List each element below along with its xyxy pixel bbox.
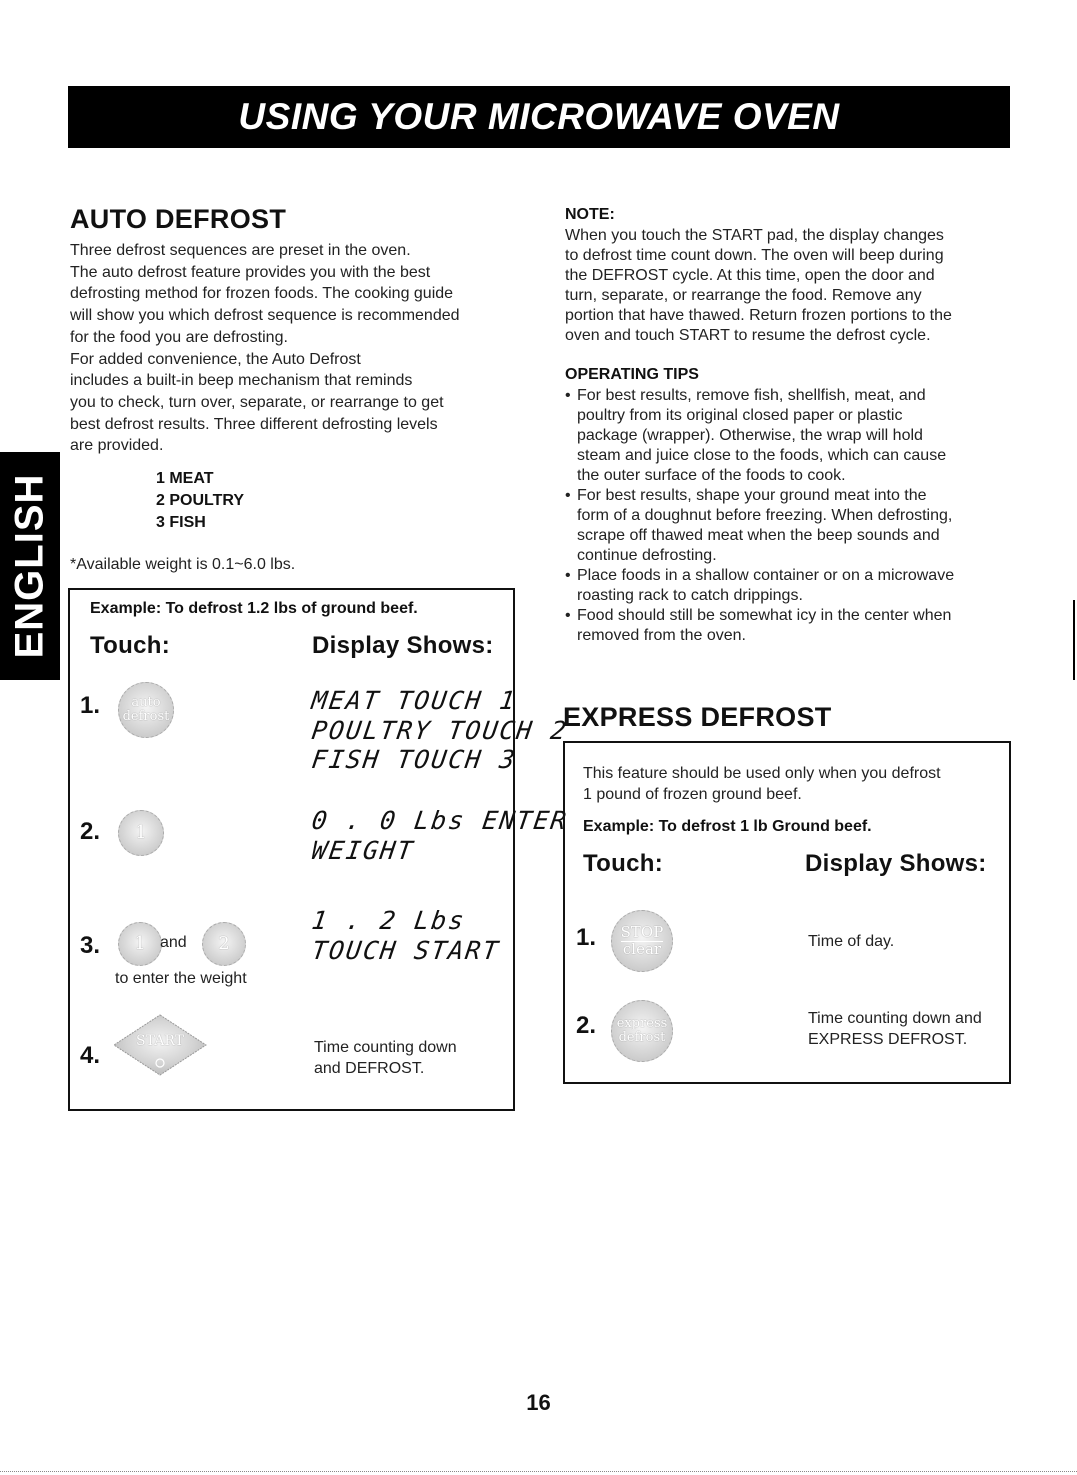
lcd-line: 0 . 0 Lbs ENTER	[309, 806, 570, 835]
intro-line: For added convenience, the Auto Defrost	[70, 350, 361, 368]
auto-defrost-example-title: Example: To defrost 1.2 lbs of ground beef.	[90, 600, 418, 617]
tip-line: roasting rack to catch drippings.	[577, 587, 803, 604]
tip-line: continue defrosting.	[577, 547, 717, 564]
intro-line: are provided.	[70, 437, 164, 455]
note-text	[565, 226, 952, 346]
display-text: Time of day.	[808, 933, 895, 950]
bullet-mark: •	[565, 487, 571, 504]
display-text	[314, 1037, 457, 1079]
auto-defrost-intro	[70, 240, 460, 457]
tip-line: For best results, remove fish, shellfish, meat, and	[577, 387, 926, 404]
touch-heading: Touch:	[583, 850, 663, 877]
number-1-pad[interactable]	[118, 810, 164, 856]
step-number: 4.	[80, 1042, 101, 1069]
tip-line: For best results, shape your ground meat into the	[577, 487, 927, 504]
operating-tips-list	[565, 386, 954, 646]
tip-item	[565, 486, 954, 566]
number-1-pad[interactable]	[118, 922, 162, 966]
display-heading: Display Shows:	[312, 632, 494, 659]
intro-line: best defrost results. Three different defrosting levels	[70, 415, 438, 433]
auto-defrost-title: AUTO DEFROST	[70, 204, 287, 234]
lcd-line: WEIGHT	[309, 836, 417, 865]
display-line: Time counting down and	[808, 1010, 982, 1027]
note-line: the DEFROST cycle. At this time, open the door and	[565, 267, 935, 284]
intro-line: will show you which defrost sequence is recommended	[70, 307, 460, 325]
auto-defrost-pad[interactable]	[118, 682, 174, 738]
defrost-levels	[156, 468, 244, 534]
lcd-line: TOUCH START	[309, 936, 502, 965]
tip-item	[565, 606, 954, 646]
tip-item	[565, 386, 954, 486]
bullet-mark: •	[565, 567, 571, 584]
level-fish: 3 FISH	[156, 514, 206, 531]
tip-line: form of a doughnut before freezing. When defrosting,	[577, 507, 953, 524]
step-number: 1.	[80, 692, 101, 719]
express-defrost-desc	[583, 763, 941, 805]
stop-clear-pad[interactable]	[611, 910, 673, 972]
step-number: 2.	[576, 1012, 597, 1039]
language-tab-label: ENGLISH	[7, 473, 52, 659]
display-line: EXPRESS DEFROST.	[808, 1031, 968, 1048]
level-poultry: 2 POULTRY	[156, 492, 245, 509]
tip-line: steam and juice close to the foods, which can cause	[577, 447, 947, 464]
tip-line: package (wrapper). Otherwise, the wrap will hold	[577, 427, 923, 444]
touch-heading: Touch:	[90, 632, 170, 659]
express-defrost-pad[interactable]	[611, 1000, 673, 1062]
step-number: 1.	[576, 924, 597, 951]
step-number: 2.	[80, 818, 101, 845]
pad-label-top: STOP	[620, 922, 664, 941]
level-meat: 1 MEAT	[156, 470, 214, 487]
and-label: and	[160, 934, 187, 951]
pad-label: 1	[135, 821, 147, 843]
intro-line: defrosting method for frozen foods. The cooking guide	[70, 285, 454, 303]
tip-line: the outer surface of the foods to cook.	[577, 467, 846, 484]
intro-line: for the food you are defrosting.	[70, 328, 288, 346]
display-text	[808, 1008, 982, 1050]
intro-line: The auto defrost feature provides you with the best	[70, 263, 431, 281]
step-caption: to enter the weight	[115, 970, 247, 987]
start-pad[interactable]	[110, 1013, 210, 1077]
pad-label: 2	[218, 932, 230, 954]
lcd-line: 1 . 2 Lbs	[309, 906, 468, 935]
start-pad-label: START	[136, 1033, 184, 1049]
tip-line: Place foods in a shallow container or on a microwave	[577, 567, 955, 584]
display-heading: Display Shows:	[805, 850, 987, 877]
tip-item	[565, 566, 954, 606]
note-line: portion that have thawed. Return frozen portions to the	[565, 307, 952, 324]
available-weight-note: *Available weight is 0.1~6.0 lbs.	[70, 556, 296, 573]
display-line: Time counting down	[314, 1039, 457, 1056]
edge-mark	[1073, 600, 1075, 680]
page-banner: USING YOUR MICROWAVE OVEN	[68, 86, 1010, 148]
step-number: 3.	[80, 932, 101, 959]
lcd-line: FISH TOUCH 3	[309, 745, 519, 774]
lcd-line: MEAT TOUCH 1	[309, 686, 519, 715]
intro-line: you to check, turn over, separate, or rearrange to get	[70, 393, 444, 411]
desc-line: This feature should be used only when you defrost	[583, 765, 941, 782]
tip-line: scrape off thawed meat when the beep sounds and	[577, 527, 940, 544]
note-line: to defrost time count down. The oven will beep during	[565, 247, 944, 264]
language-tab	[0, 452, 60, 680]
bullet-mark: •	[565, 607, 571, 624]
bullet-mark: •	[565, 387, 571, 404]
bottom-rule	[0, 1471, 1077, 1473]
page-number: 16	[526, 1390, 551, 1415]
note-line: When you touch the START pad, the display changes	[565, 227, 944, 244]
desc-line: 1 pound of frozen ground beef.	[583, 786, 802, 803]
intro-line: Three defrost sequences are preset in the oven.	[70, 242, 411, 259]
express-defrost-title: EXPRESS DEFROST	[563, 702, 832, 732]
lcd-line: POULTRY TOUCH 2	[309, 716, 570, 745]
tip-line: poultry from its original closed paper or plastic	[577, 407, 903, 424]
pad-label: 1	[134, 932, 146, 954]
note-line: turn, separate, or rearrange the food. Remove any	[565, 287, 922, 304]
tip-line: Food should still be somewhat icy in the center when	[577, 607, 952, 624]
express-example-title: Example: To defrost 1 lb Ground beef.	[583, 818, 872, 835]
note-title: NOTE:	[565, 206, 615, 223]
intro-line: includes a built-in beep mechanism that reminds	[70, 372, 413, 390]
display-line: and DEFROST.	[314, 1060, 425, 1077]
pad-label-bottom: defrost	[122, 709, 170, 724]
pad-label-top: express	[616, 1016, 668, 1032]
note-line: oven and touch START to resume the defrost cycle.	[565, 327, 931, 344]
number-2-pad[interactable]	[202, 922, 246, 966]
pad-label-bottom: defrost	[618, 1030, 666, 1045]
pad-label-top: auto	[131, 695, 161, 711]
tip-line: removed from the oven.	[577, 627, 746, 644]
pad-label-bottom: clear	[622, 939, 662, 958]
operating-tips-title: OPERATING TIPS	[565, 366, 699, 383]
